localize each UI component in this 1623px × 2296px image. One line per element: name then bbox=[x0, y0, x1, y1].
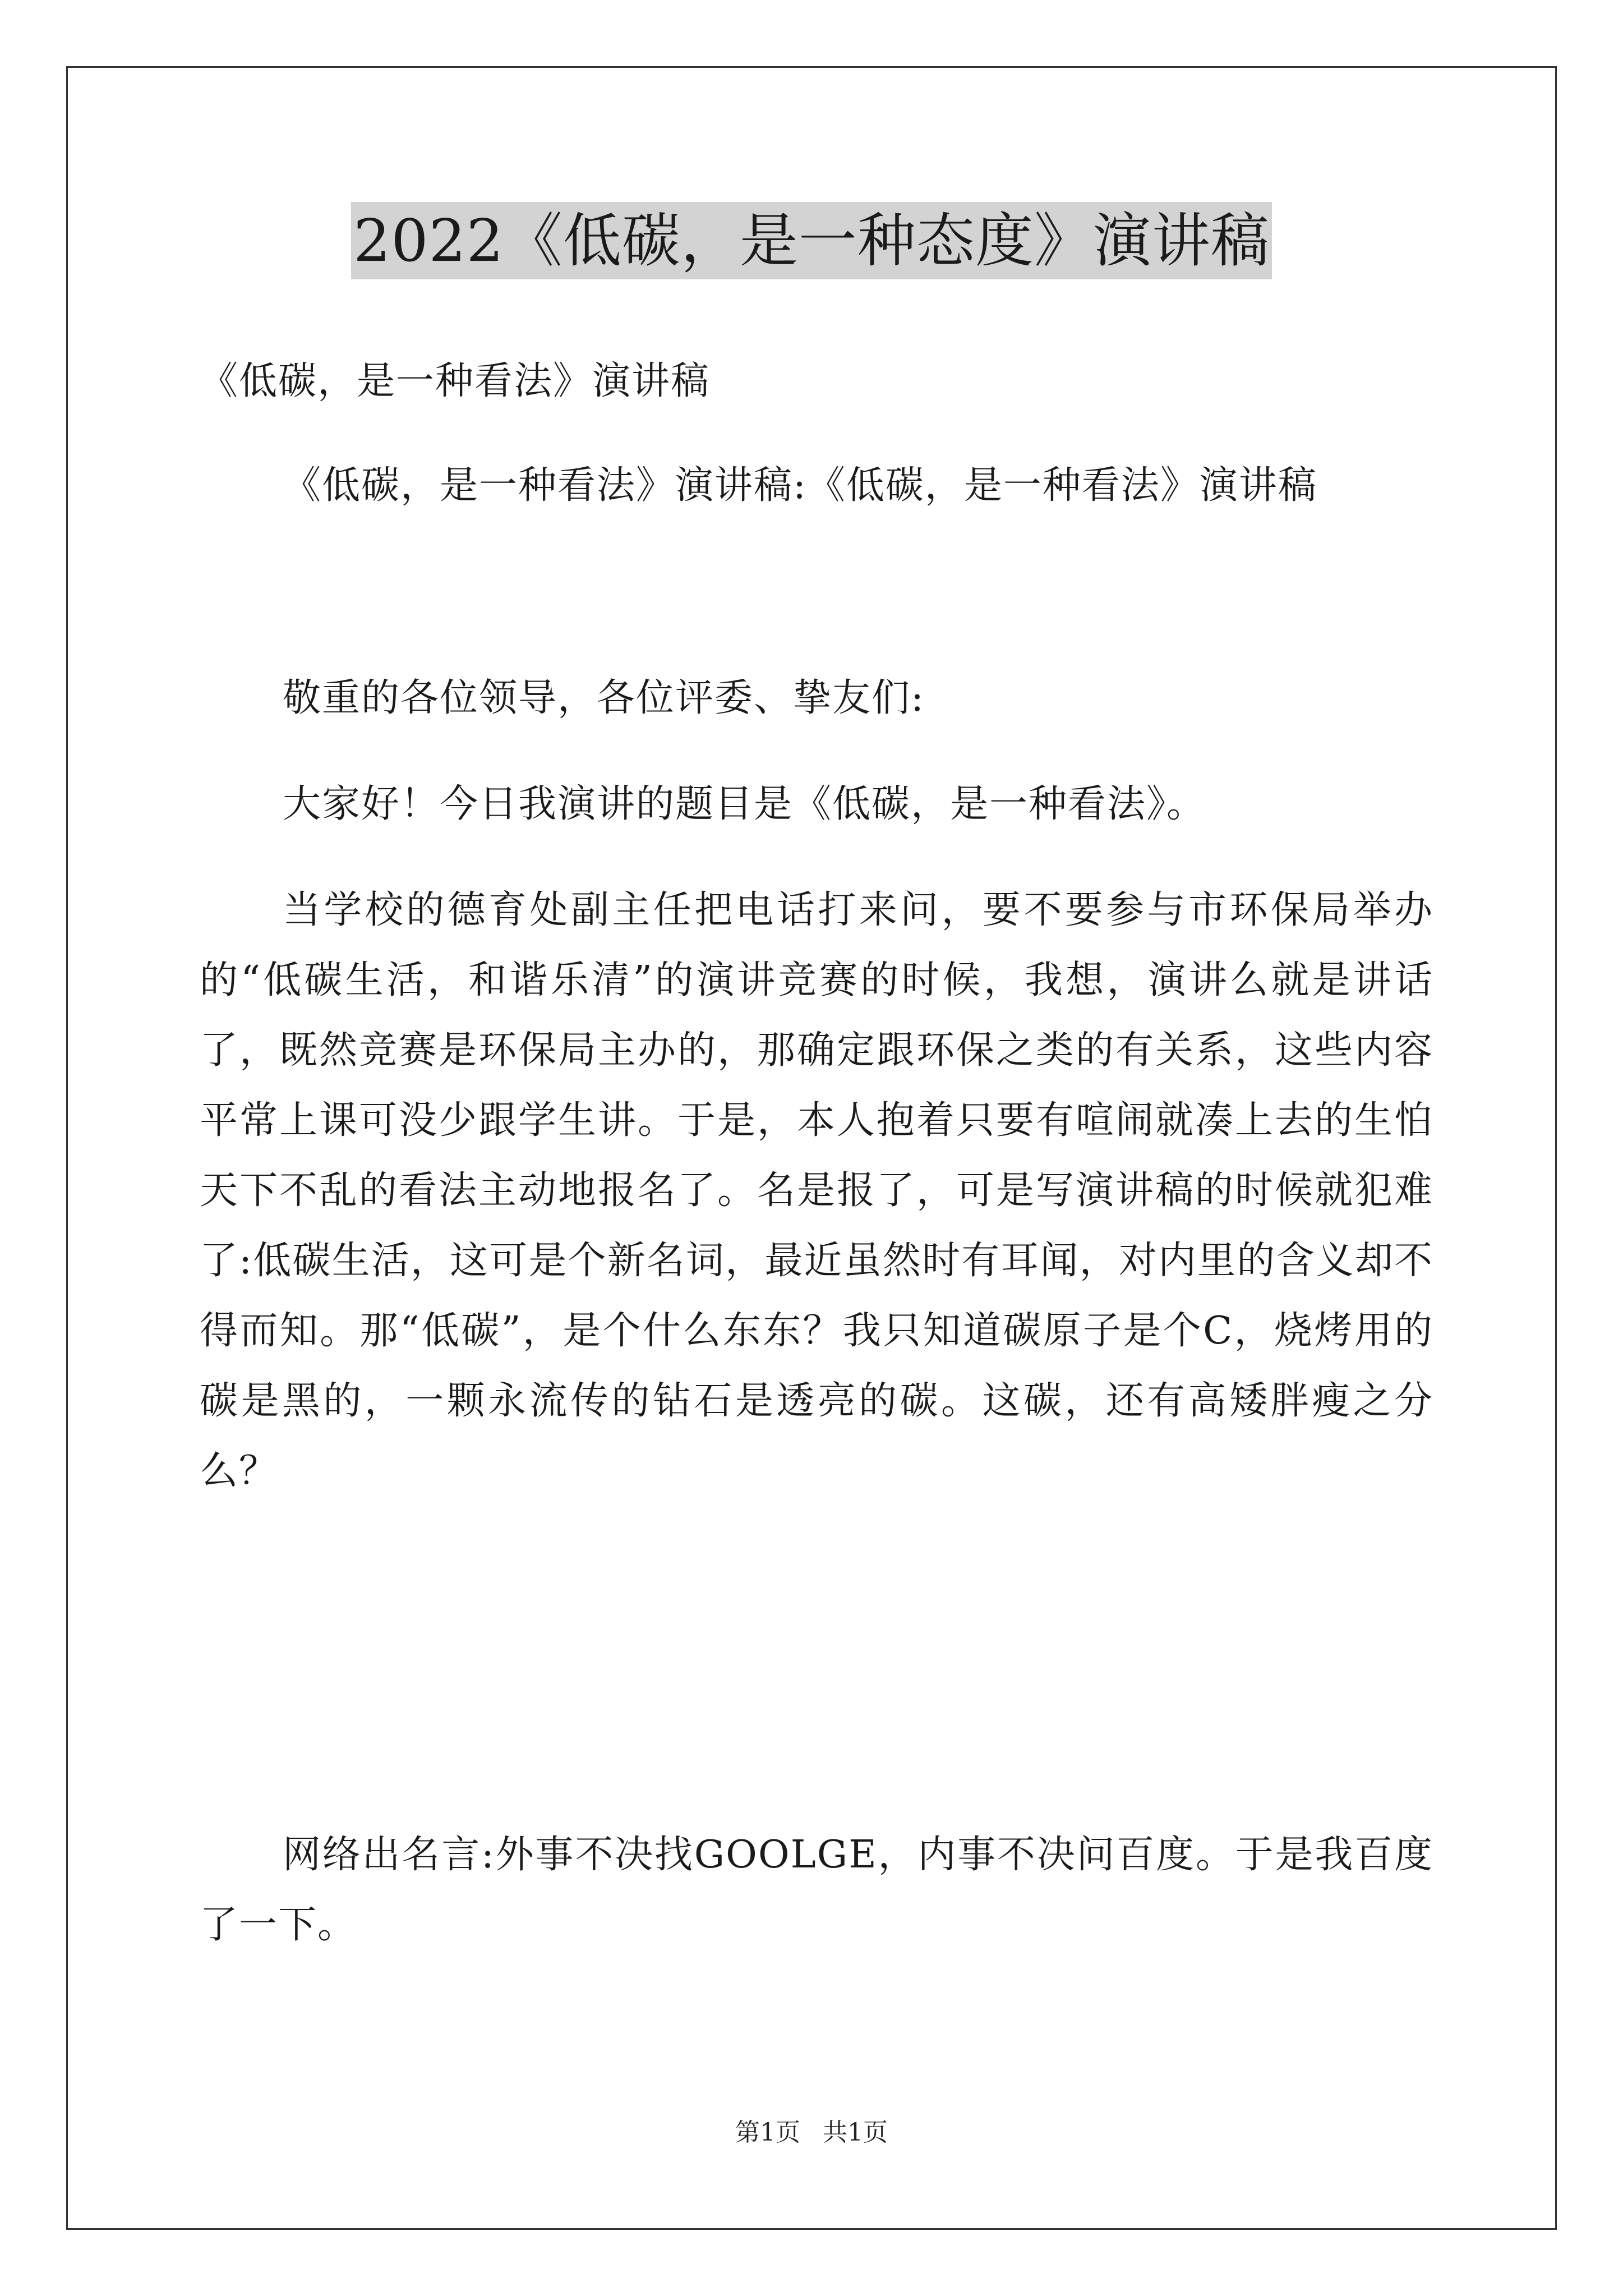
document-title: 2022《低碳，是一种态度》演讲稿 bbox=[351, 202, 1272, 279]
paragraph-search: 网络出名言:外事不决找GOOLGE，内事不决问百度。于是我百度了一下。 bbox=[200, 1833, 1433, 1947]
paragraph-opening: 大家好！今日我演讲的题目是《低碳，是一种看法》。 bbox=[283, 782, 1206, 826]
page-number: 第1页 bbox=[735, 2118, 800, 2147]
paragraph-main: 当学校的德育处副主任把电话打来问，要不要参与市环保局举办的“低碳生活，和谐乐清”的演讲竞赛的时候，我想，演讲么就是讲话了，既然竞赛是环保局主办的，那确定跟环保之类的有关系，这些内容平常上课可没少跟学生讲。于是，本人抱着只要有喧闹就凑上去的生怕天下不乱的看法主动地报名了。名是报了，可是写演讲稿的时候就犯难了:低碳生活，这可是个新名词，最近虽然时有耳闻，对内里的含义却不得而知。那“低碳”，是个什么东东？我只知道碳原子是个C，烧烤用的碳是黑的，一颗永流传的钻石是透亮的碳。这碳，还有高矮胖瘦之分么？ bbox=[200, 888, 1433, 1493]
page-total: 共1页 bbox=[823, 2118, 888, 2147]
intro-line: 《低碳，是一种看法》演讲稿:《低碳，是一种看法》演讲稿 bbox=[283, 463, 1317, 508]
document-subtitle: 《低碳，是一种看法》演讲稿 bbox=[200, 359, 711, 403]
title-container bbox=[0, 202, 1623, 279]
paragraph-greeting: 敬重的各位领导，各位评委、挚友们: bbox=[283, 676, 925, 720]
page-footer bbox=[0, 2112, 1623, 2148]
